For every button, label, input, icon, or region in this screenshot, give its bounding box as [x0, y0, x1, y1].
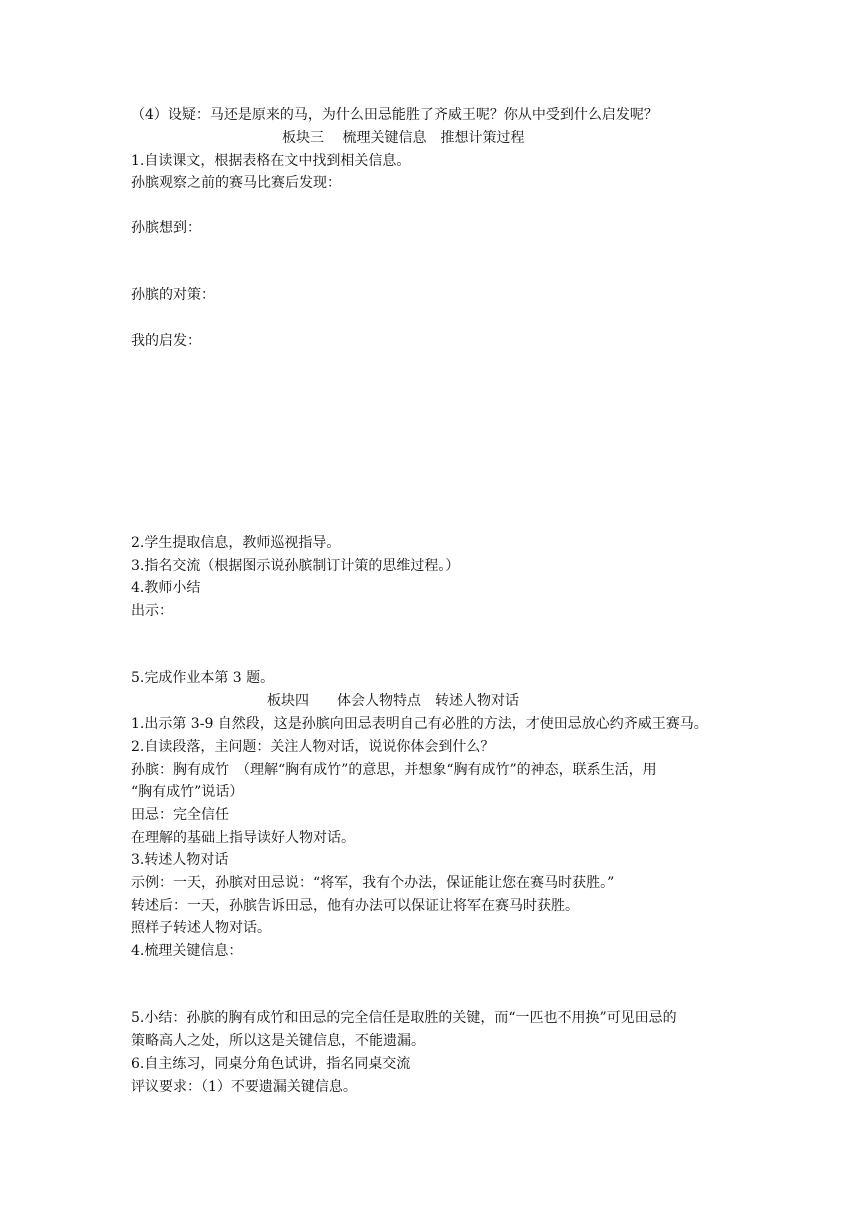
reported-speech-line: 转述后：一天，孙膑告诉田忌，他有办法可以保证让将军在赛马时获胜。 — [131, 898, 579, 914]
summary-continued: 策略高人之处，所以这是关键信息，不能遗漏。 — [131, 1033, 425, 1049]
reading-guidance-line: 在理解的基础上指导读好人物对话。 — [131, 830, 355, 846]
evaluation-requirement: 评议要求：（1）不要遗漏关键信息。 — [131, 1079, 357, 1095]
section4-step-2: 2.自读段落，主问题：关注人物对话，说说你体会到什么？ — [131, 739, 495, 755]
section4-step-4: 4.梳理关键信息： — [131, 943, 243, 959]
summary-line: 5.小结：孙膑的胸有成竹和田忌的完全信任是取胜的关键，而“一匹也不用换”可见田忌的 — [131, 1010, 677, 1026]
question-4-line: （4）设疑：马还是原来的马，为什么田忌能胜了齐威王呢？你从中受到什么启发呢？ — [131, 107, 658, 123]
step-1-line: 1.自读课文，根据表格在文中找到相关信息。 — [131, 153, 411, 169]
section4-step-3: 3.转述人物对话 — [131, 852, 229, 868]
strategy-prompt: 孙膑的对策： — [131, 287, 215, 303]
step-2-line: 2.学生提取信息，教师巡视指导。 — [131, 535, 341, 551]
sun-bin-trait-line: 孙膑：胸有成竹 （理解“胸有成竹”的意思，并想象“胸有成竹”的神态，联系生活，用 — [131, 762, 657, 778]
section4-step-1: 1.出示第 3-9 自然段，这是孙膑向田忌表明自己有必胜的方法，才使田忌放心约齐威王赛马。 — [131, 716, 708, 732]
observation-prompt: 孙膑观察之前的赛马比赛后发现： — [131, 175, 341, 191]
tian-ji-trait-line: 田忌：完全信任 — [131, 807, 229, 823]
example-line: 示例：一天，孙膑对田忌说：“将军，我有个办法，保证能让您在赛马时获胜。” — [131, 875, 615, 891]
step-4-line: 4.教师小结 — [131, 580, 201, 596]
idea-prompt: 孙膑想到： — [131, 220, 201, 236]
step-5-line: 5.完成作业本第 3 题。 — [131, 670, 275, 686]
step-3-line: 3.指名交流（根据图示说孙膑制订计策的思维过程。） — [131, 558, 460, 574]
display-label: 出示： — [131, 603, 173, 619]
practice-line: 照样子转述人物对话。 — [131, 920, 271, 936]
inspiration-prompt: 我的启发： — [131, 333, 201, 349]
sun-bin-trait-continued: “胸有成竹”说话） — [131, 784, 244, 800]
section-heading-3: 板块三 梳理关键信息 推想计策过程 — [282, 130, 525, 146]
section-heading-4: 板块四 体会人物特点 转述人物对话 — [267, 693, 519, 709]
section4-step-6: 6.自主练习，同桌分角色试讲，指名同桌交流 — [131, 1056, 411, 1072]
